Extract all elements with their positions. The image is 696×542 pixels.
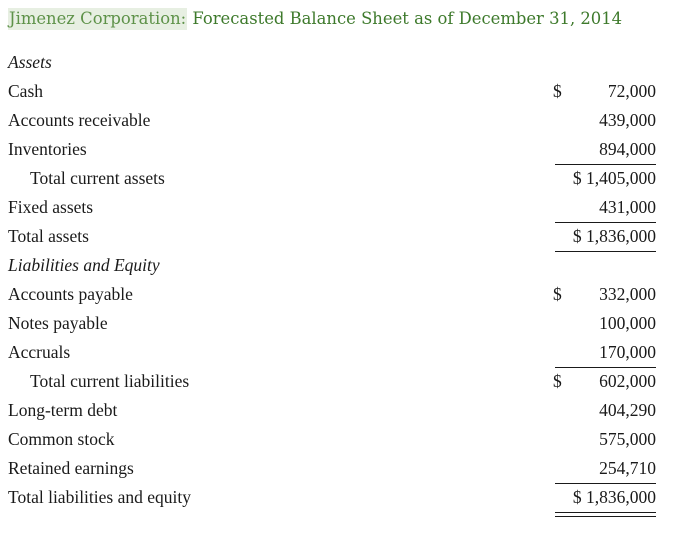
fixed-assets-amount: 431,000	[599, 197, 656, 217]
notes-payable-amount: 100,000	[599, 313, 656, 333]
long-term-debt-label: Long-term debt	[8, 400, 118, 420]
total-liabilities-equity-label: Total liabilities and equity	[8, 487, 191, 507]
retained-earnings-amount: 254,710	[599, 458, 656, 478]
subtotal-rule	[555, 483, 656, 484]
assets-heading-row	[8, 50, 668, 79]
page-title	[8, 6, 692, 32]
company-name: Jimenez Corporation:	[9, 9, 187, 28]
total-rule	[555, 251, 656, 252]
fixed-assets-row	[8, 195, 668, 224]
common-stock-amount: 575,000	[599, 429, 656, 449]
notes-payable-label: Notes payable	[8, 313, 108, 333]
cash-dollar-sign: $	[553, 81, 562, 101]
total-assets-label: Total assets	[8, 226, 89, 246]
inventories-row	[8, 137, 668, 166]
total-current-liabilities-dollar-sign: $	[553, 371, 562, 391]
total-current-assets-row	[8, 166, 668, 195]
accounts-payable-amount: 332,000	[599, 284, 656, 304]
accounts-payable-dollar-sign: $	[553, 284, 562, 304]
subtotal-rule	[555, 367, 656, 368]
subtotal-rule	[555, 164, 656, 165]
accruals-label: Accruals	[8, 342, 71, 362]
total-liabilities-equity-row	[8, 485, 668, 514]
inventories-amount: 894,000	[599, 139, 656, 159]
total-current-liabilities-row	[8, 369, 668, 398]
inventories-label: Inventories	[8, 139, 87, 159]
double-rule-bottom	[555, 516, 656, 517]
assets-heading: Assets	[8, 52, 52, 72]
accruals-amount: 170,000	[599, 342, 656, 362]
total-assets-row	[8, 224, 668, 253]
accounts-payable-row	[8, 282, 668, 311]
total-current-assets-label: Total current assets	[30, 168, 165, 188]
fixed-assets-label: Fixed assets	[8, 197, 94, 217]
notes-payable-row	[8, 311, 668, 340]
total-assets-amount: $ 1,836,000	[572, 226, 656, 246]
double-rule-top	[555, 512, 656, 513]
cash-label: Cash	[8, 81, 43, 101]
accruals-row	[8, 340, 668, 369]
accounts-payable-label: Accounts payable	[8, 284, 133, 304]
retained-earnings-row	[8, 456, 668, 485]
accounts-receivable-amount: 439,000	[599, 110, 656, 130]
balance-sheet	[8, 50, 668, 514]
liabilities-heading-row	[8, 253, 668, 282]
long-term-debt-amount: 404,290	[599, 400, 656, 420]
liabilities-heading: Liabilities and Equity	[8, 255, 160, 275]
total-liabilities-equity-amount: $ 1,836,000	[572, 487, 656, 507]
accounts-receivable-row	[8, 108, 668, 137]
subtotal-rule	[555, 222, 656, 223]
cash-amount: 72,000	[607, 81, 656, 101]
common-stock-label: Common stock	[8, 429, 115, 449]
cash-row	[8, 79, 668, 108]
statement-title: Forecasted Balance Sheet as of December 31, 2014	[192, 9, 623, 28]
common-stock-row	[8, 427, 668, 456]
retained-earnings-label: Retained earnings	[8, 458, 134, 478]
long-term-debt-row	[8, 398, 668, 427]
total-current-assets-amount: $ 1,405,000	[572, 168, 656, 188]
total-current-liabilities-amount: 602,000	[599, 371, 656, 391]
accounts-receivable-label: Accounts receivable	[8, 110, 151, 130]
total-current-liabilities-label: Total current liabilities	[30, 371, 190, 391]
